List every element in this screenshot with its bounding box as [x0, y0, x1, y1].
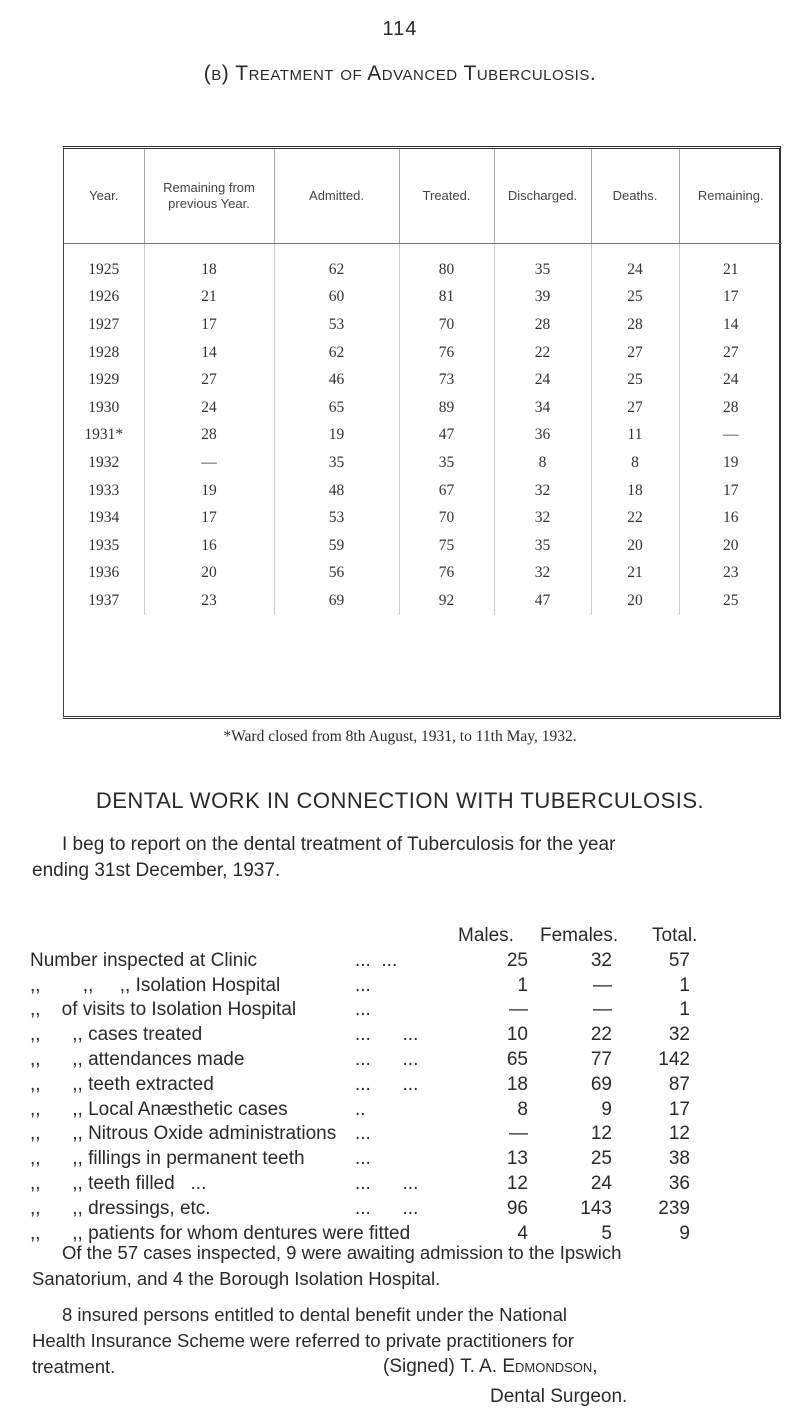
- table-cell: 92: [399, 587, 494, 615]
- table-header-cell: Treated.: [399, 149, 494, 244]
- treatment-table-frame: [63, 146, 781, 719]
- table-cell: 32: [494, 504, 591, 532]
- table-cell: 60: [274, 284, 399, 312]
- dental-row: [30, 975, 790, 1000]
- table-cell: 17: [723, 481, 739, 499]
- table-cell: 14: [723, 315, 739, 333]
- table-cell: 65: [274, 394, 399, 422]
- dental-row-label: ,, ,, Nitrous Oxide administrations: [30, 1123, 337, 1145]
- table-cell: 27: [591, 339, 679, 367]
- table-cell: 11: [591, 422, 679, 450]
- table-row: [64, 244, 782, 284]
- table-row: [64, 339, 782, 367]
- table-cell: 25: [723, 591, 739, 609]
- para2-line-3: treatment.: [32, 1356, 116, 1377]
- table-cell: 17: [144, 504, 274, 532]
- table-cell: 46: [274, 366, 399, 394]
- dental-stats-table: [30, 925, 790, 1247]
- dental-males-value: —: [509, 1123, 528, 1145]
- dental-row: [30, 950, 790, 975]
- dental-row-leader: ..: [355, 1098, 366, 1120]
- para1-line-2: Sanatorium, and 4 the Borough Isolation Hospital.: [32, 1268, 441, 1289]
- table-cell: 18: [144, 244, 274, 284]
- table-cell: 8: [591, 449, 679, 477]
- table-cell: 1928: [64, 339, 144, 367]
- dental-females-value: —: [593, 974, 612, 996]
- table-cell: 70: [399, 504, 494, 532]
- dental-total-value: 32: [668, 1024, 690, 1046]
- dental-total-value: 12: [668, 1123, 690, 1145]
- table-cell: 16: [723, 509, 739, 527]
- dental-males-value: 25: [506, 949, 528, 971]
- females-header: Females.: [540, 925, 619, 946]
- table-cell: 1925: [64, 244, 144, 284]
- table-cell: 24: [494, 366, 591, 394]
- dental-males-value: 18: [506, 1073, 528, 1095]
- table-cell: 35: [399, 449, 494, 477]
- table-cell: 89: [399, 394, 494, 422]
- table-cell: 47: [399, 422, 494, 450]
- table-cell: 73: [399, 366, 494, 394]
- table-cell: 23: [723, 564, 739, 582]
- table-cell: 62: [274, 339, 399, 367]
- dental-row-leader: ... ...: [355, 949, 398, 971]
- table-cell: 28: [494, 311, 591, 339]
- signed-label: (Signed): [383, 1356, 455, 1377]
- table-cell: 17: [144, 311, 274, 339]
- table-cell: 1937: [64, 587, 144, 615]
- dental-males-value: 12: [506, 1172, 528, 1194]
- table-cell: 1934: [64, 504, 144, 532]
- dental-row-label: ,, ,, attendances made: [30, 1048, 245, 1070]
- dental-males-value: 13: [506, 1148, 528, 1170]
- dental-row: [30, 1024, 790, 1049]
- table-cell: 16: [144, 532, 274, 560]
- dental-total-value: 38: [668, 1148, 690, 1170]
- table-cell: 28: [144, 422, 274, 450]
- dental-row: [30, 1123, 790, 1148]
- dental-section-title: DENTAL WORK IN CONNECTION WITH TUBERCULOSIS.: [95, 788, 705, 813]
- dental-males-value: —: [509, 999, 528, 1021]
- dental-intro: [32, 832, 784, 884]
- dental-row-label: ,, ,, fillings in permanent teeth: [30, 1148, 305, 1170]
- table-row: [64, 477, 782, 505]
- table-cell: 24: [144, 394, 274, 422]
- dental-row: [30, 999, 790, 1024]
- dental-total-value: 17: [668, 1098, 690, 1120]
- table-header-row: [64, 149, 782, 244]
- para1-line-1: Of the 57 cases inspected, 9 were awaiting admission to the Ipswich: [62, 1242, 622, 1263]
- para2-line-2: Health Insurance Scheme were referred to private practitioners for: [32, 1330, 574, 1351]
- table-cell: 20: [144, 560, 274, 588]
- table-cell: 27: [144, 366, 274, 394]
- table-row: [64, 311, 782, 339]
- dental-total-value: 142: [658, 1048, 690, 1070]
- table-cell: 76: [399, 560, 494, 588]
- dental-total-value: 1: [679, 974, 690, 996]
- dental-total-value: 36: [668, 1172, 690, 1194]
- dental-row-leader: ... ...: [355, 1024, 419, 1046]
- table-cell: 67: [399, 477, 494, 505]
- dental-row-leader: ...: [355, 974, 371, 996]
- table-cell: 24: [591, 244, 679, 284]
- table-row: [64, 560, 782, 588]
- table-cell: 81: [399, 284, 494, 312]
- table-header-cell: Remaining from previous Year.: [144, 149, 274, 244]
- table-cell: 21: [723, 260, 739, 278]
- dental-row-leader: ... ...: [355, 1172, 419, 1194]
- table-header-cell: Discharged.: [494, 149, 591, 244]
- table-header-cell: Remaining.: [679, 149, 782, 244]
- dental-males-value: 1: [517, 974, 528, 996]
- table-row: [64, 504, 782, 532]
- dental-females-value: —: [593, 999, 612, 1021]
- table-row: [64, 366, 782, 394]
- table-cell: 20: [723, 536, 739, 554]
- dental-females-value: 25: [590, 1148, 612, 1170]
- dental-females-value: 143: [580, 1197, 612, 1219]
- table-row: [64, 532, 782, 560]
- dental-row-label: ,, ,, cases treated: [30, 1024, 203, 1046]
- dental-females-value: 69: [590, 1073, 612, 1095]
- dental-row-label: ,, ,, Local Anæsthetic cases: [30, 1098, 288, 1120]
- table-cell: 1931*: [64, 422, 144, 450]
- table-cell: 62: [274, 244, 399, 284]
- dental-row-label: ,, of visits to Isolation Hospital: [30, 999, 297, 1021]
- table-cell: 19: [274, 422, 399, 450]
- dental-row-leader: ... ...: [355, 1073, 419, 1095]
- table-cell: 18: [591, 477, 679, 505]
- treatment-table: [64, 149, 782, 615]
- dental-row-leader: ... ...: [355, 1048, 419, 1070]
- table-cell: 8: [494, 449, 591, 477]
- table-cell: 24: [723, 371, 739, 389]
- table-cell: 80: [399, 244, 494, 284]
- dental-females-value: 9: [601, 1098, 612, 1120]
- table-cell: 25: [591, 366, 679, 394]
- dental-row: [30, 1198, 790, 1223]
- table-cell: 34: [494, 394, 591, 422]
- dental-row-leader: ...: [355, 1148, 371, 1170]
- table-cell: 19: [144, 477, 274, 505]
- table-cell: 76: [399, 339, 494, 367]
- dental-females-value: 32: [590, 949, 612, 971]
- dental-males-value: 96: [506, 1197, 528, 1219]
- table-cell: 20: [591, 587, 679, 615]
- table-footnote: *Ward closed from 8th August, 1931, to 11th May, 1932.: [223, 728, 577, 745]
- table-cell: 56: [274, 560, 399, 588]
- table-header-cell: Deaths.: [591, 149, 679, 244]
- table-cell: 25: [591, 284, 679, 312]
- table-cell: 17: [723, 288, 739, 306]
- dental-total-value: 239: [658, 1197, 690, 1219]
- intro-line-2: ending 31st December, 1937.: [32, 860, 281, 881]
- intro-line-1: I beg to report on the dental treatment of Tuberculosis for the year: [62, 834, 616, 855]
- table-row: [64, 284, 782, 312]
- table-cell: 36: [494, 422, 591, 450]
- dental-females-value: 5: [601, 1222, 612, 1244]
- dental-row: [30, 1148, 790, 1173]
- table-cell: 53: [274, 311, 399, 339]
- table-cell: 20: [591, 532, 679, 560]
- table-cell: 28: [591, 311, 679, 339]
- table-row: [64, 587, 782, 615]
- signed-name: T. A. Edmondson,: [460, 1356, 598, 1377]
- table-body: [64, 244, 782, 615]
- dental-total-value: 87: [668, 1073, 690, 1095]
- table-cell: 1930: [64, 394, 144, 422]
- dental-row-label: ,, ,, dressings, etc.: [30, 1197, 211, 1219]
- dental-row-leader: ...: [355, 999, 371, 1021]
- table-cell: 1932: [64, 449, 144, 477]
- paragraph-inspected: [32, 1240, 784, 1292]
- table-cell: 28: [723, 398, 739, 416]
- table-cell: —: [723, 426, 739, 444]
- table-cell: 59: [274, 532, 399, 560]
- total-header: Total.: [652, 925, 698, 946]
- dental-row-label: ,, ,, teeth extracted: [30, 1073, 214, 1095]
- dental-females-value: 22: [590, 1024, 612, 1046]
- dental-rows: [30, 950, 790, 1248]
- dental-row: [30, 1173, 790, 1198]
- dental-header-row: [30, 925, 790, 950]
- page-number: 114: [382, 18, 418, 40]
- para2-line-1: 8 insured persons entitled to dental benefit under the National: [62, 1304, 567, 1325]
- table-cell: 21: [591, 560, 679, 588]
- table-cell: 35: [274, 449, 399, 477]
- dental-females-value: 24: [590, 1172, 612, 1194]
- table-cell: 22: [591, 504, 679, 532]
- table-cell: 35: [494, 244, 591, 284]
- table-cell: 1929: [64, 366, 144, 394]
- dental-row-leader: ...: [355, 1123, 371, 1145]
- signatory-role: Dental Surgeon.: [490, 1386, 628, 1407]
- table-cell: 23: [144, 587, 274, 615]
- table-cell: 70: [399, 311, 494, 339]
- section-title: (b) Treatment of Advanced Tuberculosis.: [203, 62, 597, 85]
- table-cell: 27: [591, 394, 679, 422]
- table-cell: 1935: [64, 532, 144, 560]
- dental-row-label: Number inspected at Clinic: [30, 949, 258, 971]
- table-cell: 27: [723, 343, 739, 361]
- dental-row-label: ,, ,, ,, Isolation Hospital: [30, 974, 281, 996]
- dental-males-value: 4: [517, 1222, 528, 1244]
- dental-total-value: 1: [679, 999, 690, 1021]
- table-cell: 14: [144, 339, 274, 367]
- table-row: [64, 422, 782, 450]
- dental-row-leader: ... ...: [355, 1197, 419, 1219]
- table-cell: 32: [494, 560, 591, 588]
- table-cell: 75: [399, 532, 494, 560]
- table-cell: 1926: [64, 284, 144, 312]
- dental-row: [30, 1074, 790, 1099]
- table-cell: 69: [274, 587, 399, 615]
- table-cell: —: [144, 449, 274, 477]
- males-header: Males.: [458, 925, 514, 946]
- dental-row: [30, 1049, 790, 1074]
- dental-females-value: 12: [590, 1123, 612, 1145]
- dental-females-value: 77: [590, 1048, 612, 1070]
- table-row: [64, 449, 782, 477]
- table-cell: 1933: [64, 477, 144, 505]
- table-cell: 53: [274, 504, 399, 532]
- table-cell: 48: [274, 477, 399, 505]
- dental-males-value: 8: [517, 1098, 528, 1120]
- table-header-cell: Admitted.: [274, 149, 399, 244]
- table-cell: 1936: [64, 560, 144, 588]
- dental-total-value: 9: [679, 1222, 690, 1244]
- dental-row-label: ,, ,, patients for whom dentures were fitted: [30, 1222, 411, 1244]
- table-cell: 39: [494, 284, 591, 312]
- dental-males-value: 10: [506, 1024, 528, 1046]
- table-cell: 21: [144, 284, 274, 312]
- table-row: [64, 394, 782, 422]
- dental-males-value: 65: [506, 1048, 528, 1070]
- table-cell: 19: [723, 453, 739, 471]
- dental-row-label: ,, ,, teeth filled ...: [30, 1172, 207, 1194]
- table-cell: 22: [494, 339, 591, 367]
- table-cell: 32: [494, 477, 591, 505]
- dental-row: [30, 1099, 790, 1124]
- table-cell: 35: [494, 532, 591, 560]
- table-cell: 1927: [64, 311, 144, 339]
- table-header-cell: Year.: [64, 149, 144, 244]
- table-cell: 47: [494, 587, 591, 615]
- dental-total-value: 57: [668, 949, 690, 971]
